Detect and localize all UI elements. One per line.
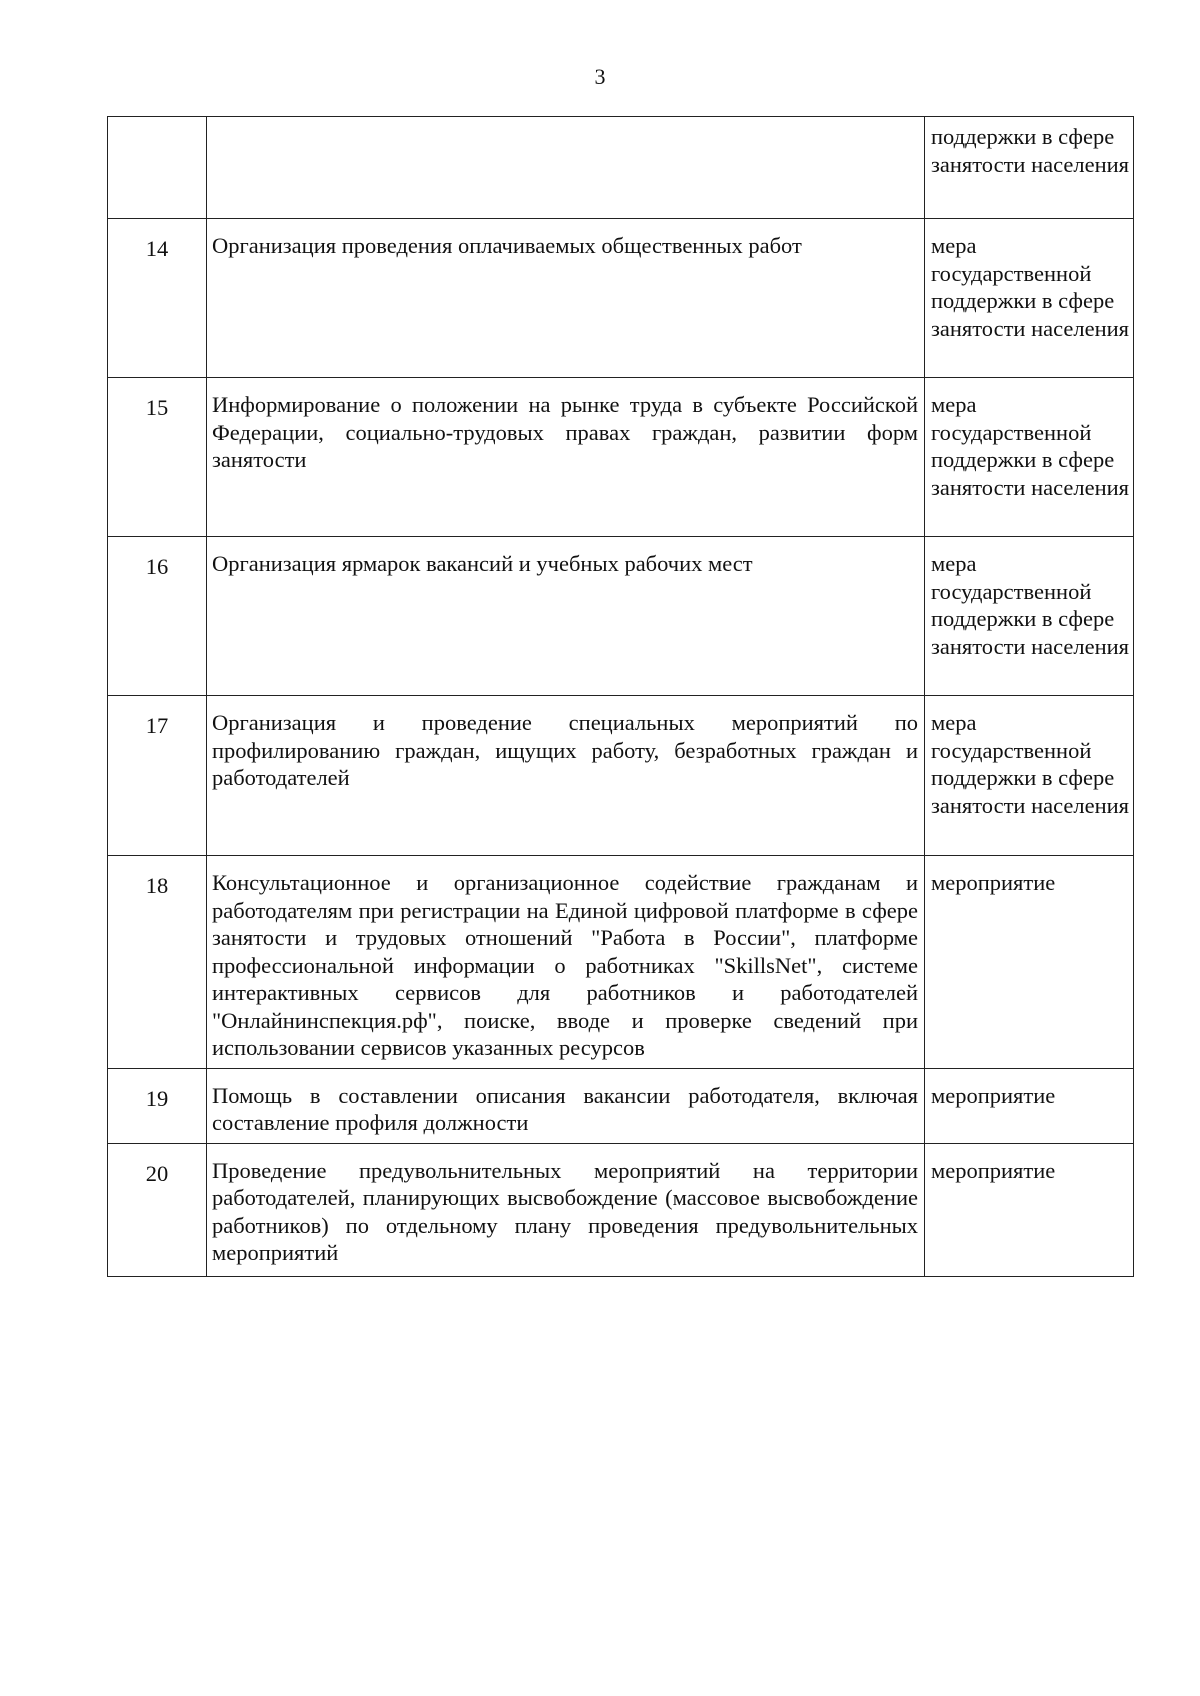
row-number-cell	[108, 117, 207, 219]
row-type-cell: мера государственной поддержки в сфере занятости населения	[925, 696, 1134, 856]
table-row	[108, 1143, 1134, 1276]
row-number-cell: 18	[108, 856, 207, 1069]
row-type-cell: мера государственной поддержки в сфере занятости населения	[925, 378, 1134, 537]
row-number-cell: 14	[108, 219, 207, 378]
row-description-cell: Консультационное и организационное содействие гражданам и работодателям при регистрации на Единой цифровой платформе в сфере занятости и трудовых отношений "Работа в России", платформе профессиональной информации о работниках "SkillsNet", системе интерактивных сервисов для работников и работодателей "Онлайнинспекция.рф", поиске, вводе и проверке сведений при использовании сервисов указанных ресурсов	[207, 856, 925, 1069]
row-type-cell: поддержки в сфере занятости населения	[925, 117, 1134, 219]
row-description-cell: Помощь в составлении описания вакансии работодателя, включая составление профиля должности	[207, 1068, 925, 1143]
table-row	[108, 1068, 1134, 1143]
row-number-cell: 19	[108, 1068, 207, 1143]
row-type-cell: мероприятие	[925, 856, 1134, 1069]
table-row	[108, 378, 1134, 537]
row-description-cell: Организация проведения оплачиваемых общественных работ	[207, 219, 925, 378]
row-type-cell: мероприятие	[925, 1143, 1134, 1276]
row-number-cell: 17	[108, 696, 207, 856]
row-description-cell: Информирование о положении на рынке труда в субъекте Российской Федерации, социально-трудовых правах граждан, развитии форм занятости	[207, 378, 925, 537]
table-row	[108, 219, 1134, 378]
page-number: 3	[594, 64, 606, 89]
row-description-cell: Организация и проведение специальных мероприятий по профилированию граждан, ищущих работу, безработных граждан и работодателей	[207, 696, 925, 856]
row-type-cell: мероприятие	[925, 1068, 1134, 1143]
table-row	[108, 696, 1134, 856]
row-description-cell	[207, 117, 925, 219]
table-row	[108, 537, 1134, 696]
row-description-cell: Проведение предувольнительных мероприятий на территории работодателей, планирующих высвобождение (массовое высвобождение работников) по отдельному плану проведения предувольнительных мероприятий	[207, 1143, 925, 1276]
table-row	[108, 117, 1134, 219]
row-description-cell: Организация ярмарок вакансий и учебных рабочих мест	[207, 537, 925, 696]
row-number-cell: 16	[108, 537, 207, 696]
row-type-cell: мера государственной поддержки в сфере занятости населения	[925, 537, 1134, 696]
measures-table	[107, 116, 1134, 1277]
row-number-cell: 15	[108, 378, 207, 537]
table-row	[108, 856, 1134, 1069]
row-number-cell: 20	[108, 1143, 207, 1276]
row-type-cell: мера государственной поддержки в сфере занятости населения	[925, 219, 1134, 378]
